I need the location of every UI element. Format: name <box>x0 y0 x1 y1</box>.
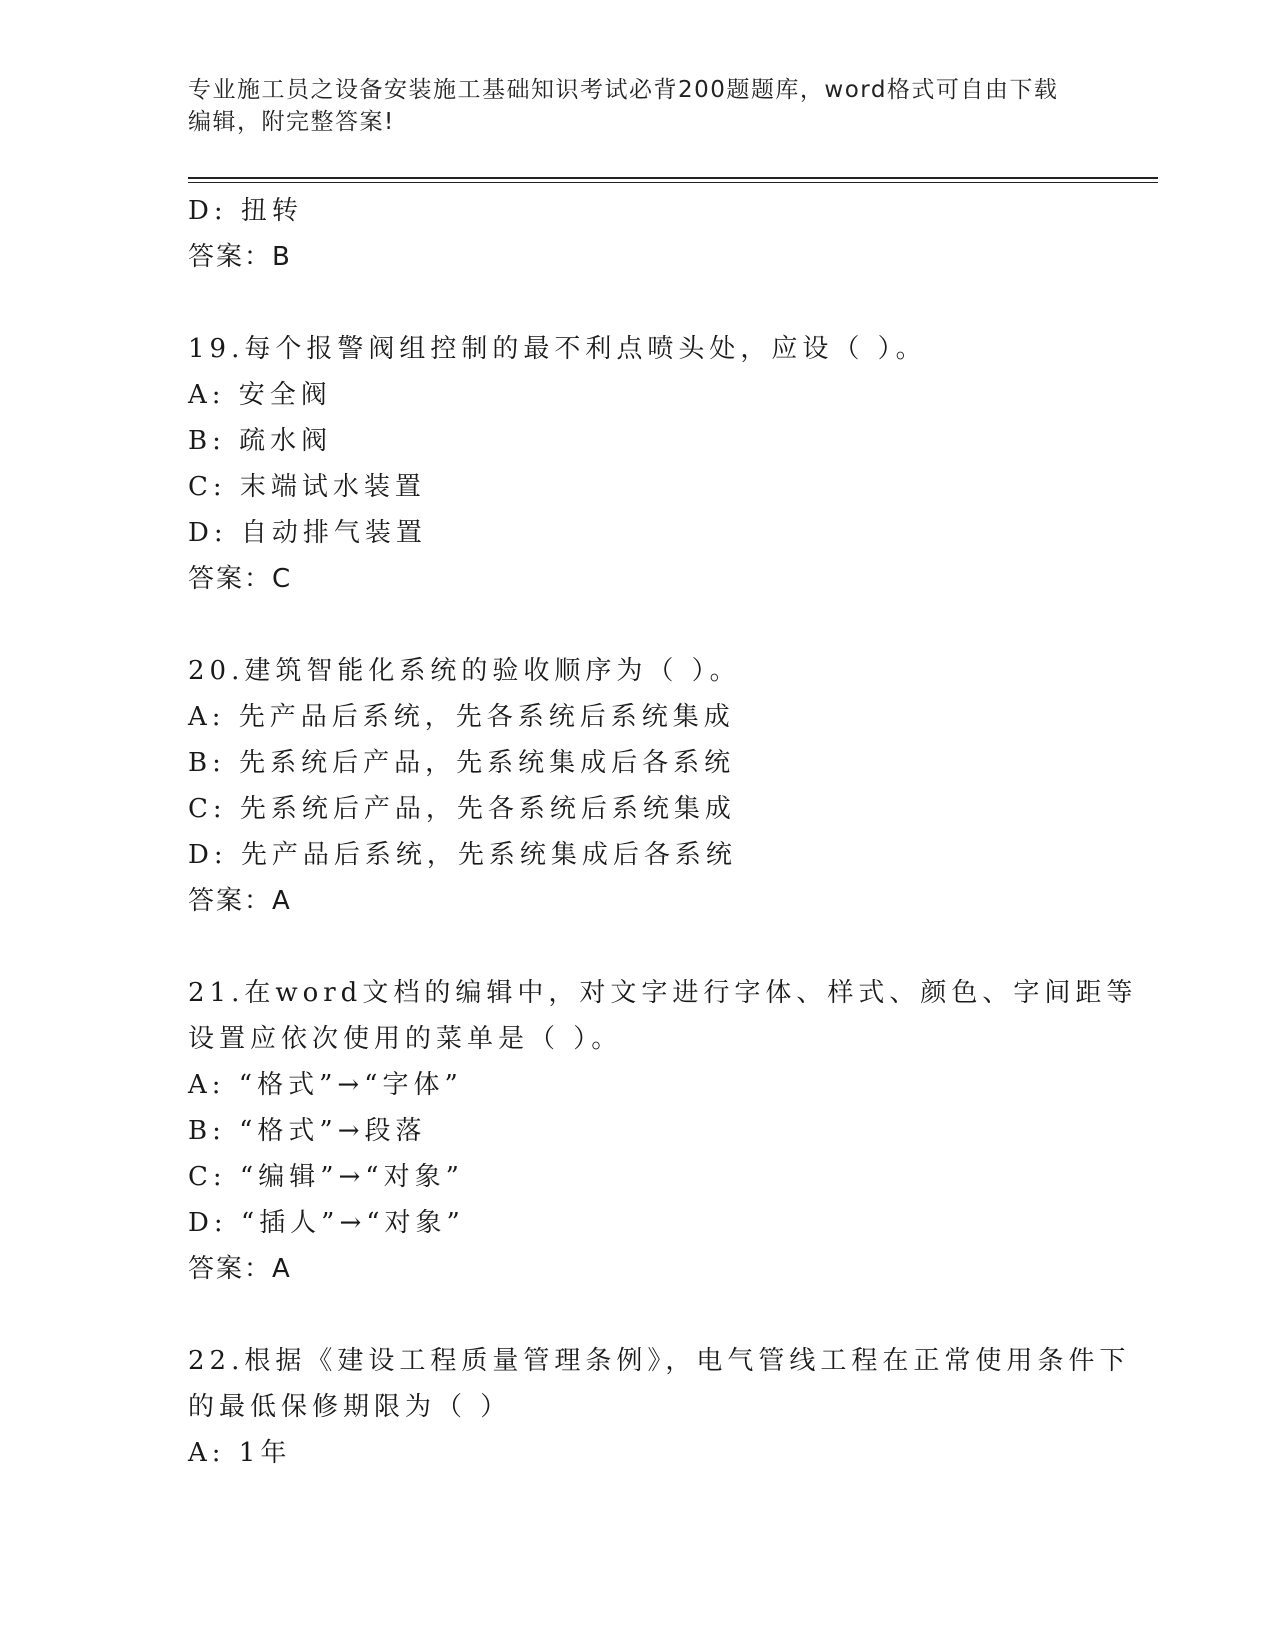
question-list <box>188 188 1138 1476</box>
answer-line: 答案：B <box>188 242 292 272</box>
option-line: C: 先系统后产品，先各系统后系统集成 <box>188 794 736 824</box>
question-text: 20.建筑智能化系统的验收顺序为（ ）。 <box>188 656 741 686</box>
block-gap <box>188 924 1128 970</box>
option-line: D: 扭转 <box>188 196 303 226</box>
option-line: D: “插人”→“对象” <box>188 1208 465 1238</box>
option-line: C: 末端试水装置 <box>188 472 426 502</box>
document-header <box>188 74 1088 138</box>
option-line: C: “编辑”→“对象” <box>188 1162 464 1192</box>
option-line: A: “格式”→“字体” <box>188 1070 463 1100</box>
option-line: A: 先产品后系统，先各系统后系统集成 <box>188 702 735 732</box>
block-gap <box>188 1292 1128 1338</box>
block-gap <box>188 280 1128 326</box>
option-line: A: 安全阀 <box>188 380 332 410</box>
option-line: B: 先系统后产品，先系统集成后各系统 <box>188 748 736 778</box>
block-gap <box>188 602 1128 648</box>
option-line: D: 先产品后系统，先系统集成后各系统 <box>188 840 737 870</box>
option-line: A: 1年 <box>188 1438 292 1468</box>
question-text: 的最低保修期限为（ ） <box>188 1392 512 1422</box>
header-rule-thin <box>188 182 1158 183</box>
header-line-2: 编辑，附完整答案! <box>188 109 395 135</box>
header-rule-thick <box>188 177 1158 179</box>
answer-line: 答案：C <box>188 564 293 594</box>
question-text: 21.在word文档的编辑中，对文字进行字体、样式、颜色、字间距等 <box>188 978 1138 1008</box>
answer-line: 答案：A <box>188 1254 292 1284</box>
question-text: 19.每个报警阀组控制的最不利点喷头处，应设（ ）。 <box>188 334 927 364</box>
header-line-1: 专业施工员之设备安装施工基础知识考试必背200题题库，word格式可自由下载 <box>188 77 1059 103</box>
option-line: D: 自动排气装置 <box>188 518 427 548</box>
question-text: 22.根据《建设工程质量管理条例》，电气管线工程在正常使用条件下 <box>188 1346 1131 1376</box>
answer-line: 答案：A <box>188 886 292 916</box>
option-line: B: 疏水阀 <box>188 426 333 456</box>
question-text: 设置应依次使用的菜单是（ ）。 <box>188 1024 623 1054</box>
option-line: B: “格式”→段落 <box>188 1116 427 1146</box>
